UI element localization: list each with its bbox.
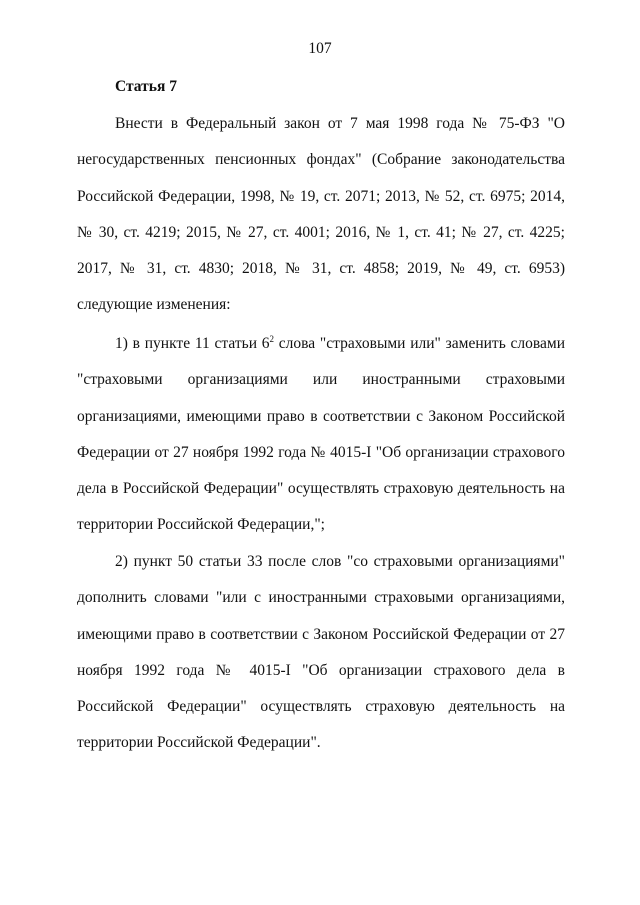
item-2-block [77,544,565,762]
item-1-text-end: слова "страховыми или" заменить словами "страховыми организациями или иностранными страховыми организациями, имеющими право в соответствии с Законом Российской Федерации от 27 ноября 1992 года № 4015-I "Об организации страхового дела в Российской Федерации" осуществлять страховую деятельность на территории Российской Федерации,"; [77,335,566,534]
article-heading: Статья 7 [115,78,177,95]
intro-paragraph-block [77,106,565,324]
page-number: 107 [308,40,332,57]
intro-paragraph: Внести в Федеральный закон от 7 мая 1998 года № 75-ФЗ "О негосударственных пенсионных фондах" (Собрание законодательства Российской Федерации, 1998, № 19, ст. 2071; 2013, № 52, ст. 6975; 2014, № 30, ст. 4219; 2015, № 27, ст. 4001; 2016, № 1, ст. 41; № 27, ст. 4225; 2017, № 31, ст. 4830; 2018, № 31, ст. 4858; 2019, № 49, ст. 6953) следующие изменения: [77,115,565,314]
item-2-paragraph: 2) пункт 50 статьи 33 после слов "со страховыми организациями" дополнить словами "или с иностранными страховыми организациями, имеющими право в соответствии с Законом Российской Федерации от 27 ноября 1992 года № 4015-I "Об организации страхового дела в Российской Федерации" осуществлять страховую деятельность на территории Российской Федерации". [77,553,565,752]
item-1-superscript: 2 [269,333,275,344]
item-1-paragraph [77,326,565,544]
item-1-text-start: 1) в пункте 11 статьи 6 [115,335,270,352]
item-1-block [77,326,565,544]
